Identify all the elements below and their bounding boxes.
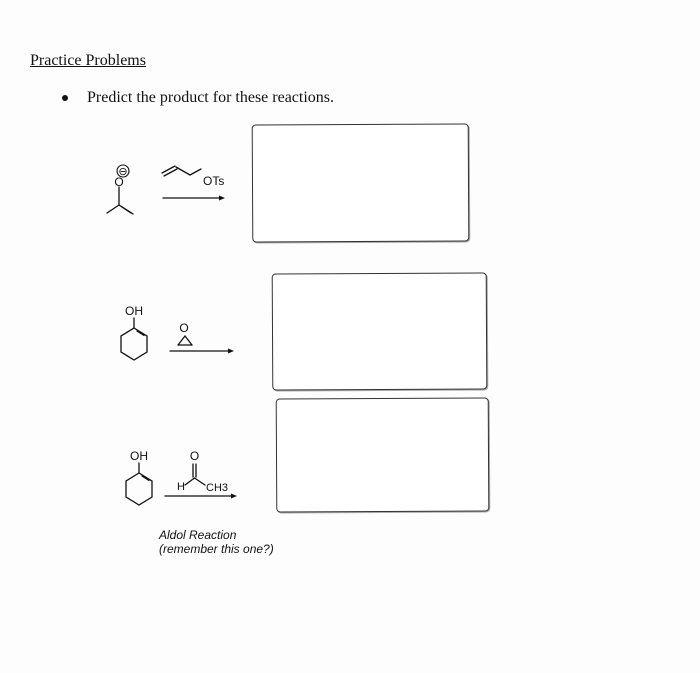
reaction-3-diagram (115, 445, 255, 520)
bullet-icon (62, 95, 68, 101)
anion-charge-symbol: ⊖ (118, 166, 128, 178)
instruction-item (62, 89, 334, 107)
methyl-group-label: CH3 (206, 482, 229, 494)
hydroxyl-label: OH (130, 449, 148, 463)
enolate-oxygen-label: O (114, 175, 124, 189)
section-heading: Practice Problems (30, 52, 146, 69)
reaction-2-diagram (110, 300, 250, 375)
instruction-text: Predict the product for these reactions. (87, 89, 335, 106)
aldol-caption-line-1: Aldol Reaction (159, 528, 237, 542)
aldol-caption-line-2: (remember this one?) (159, 542, 274, 556)
tosylate-group-label: OTs (203, 174, 225, 188)
answer-box-2[interactable] (272, 272, 488, 390)
epoxide-oxygen-label: O (179, 321, 189, 335)
aldehyde-hydrogen-label: H (177, 481, 185, 493)
reaction-1-diagram (95, 155, 245, 220)
answer-box-1[interactable] (252, 123, 470, 242)
aldol-caption (159, 528, 274, 556)
carbonyl-oxygen-label: O (189, 449, 200, 463)
answer-box-3[interactable] (276, 397, 490, 512)
hydroxyl-label: OH (125, 304, 143, 318)
